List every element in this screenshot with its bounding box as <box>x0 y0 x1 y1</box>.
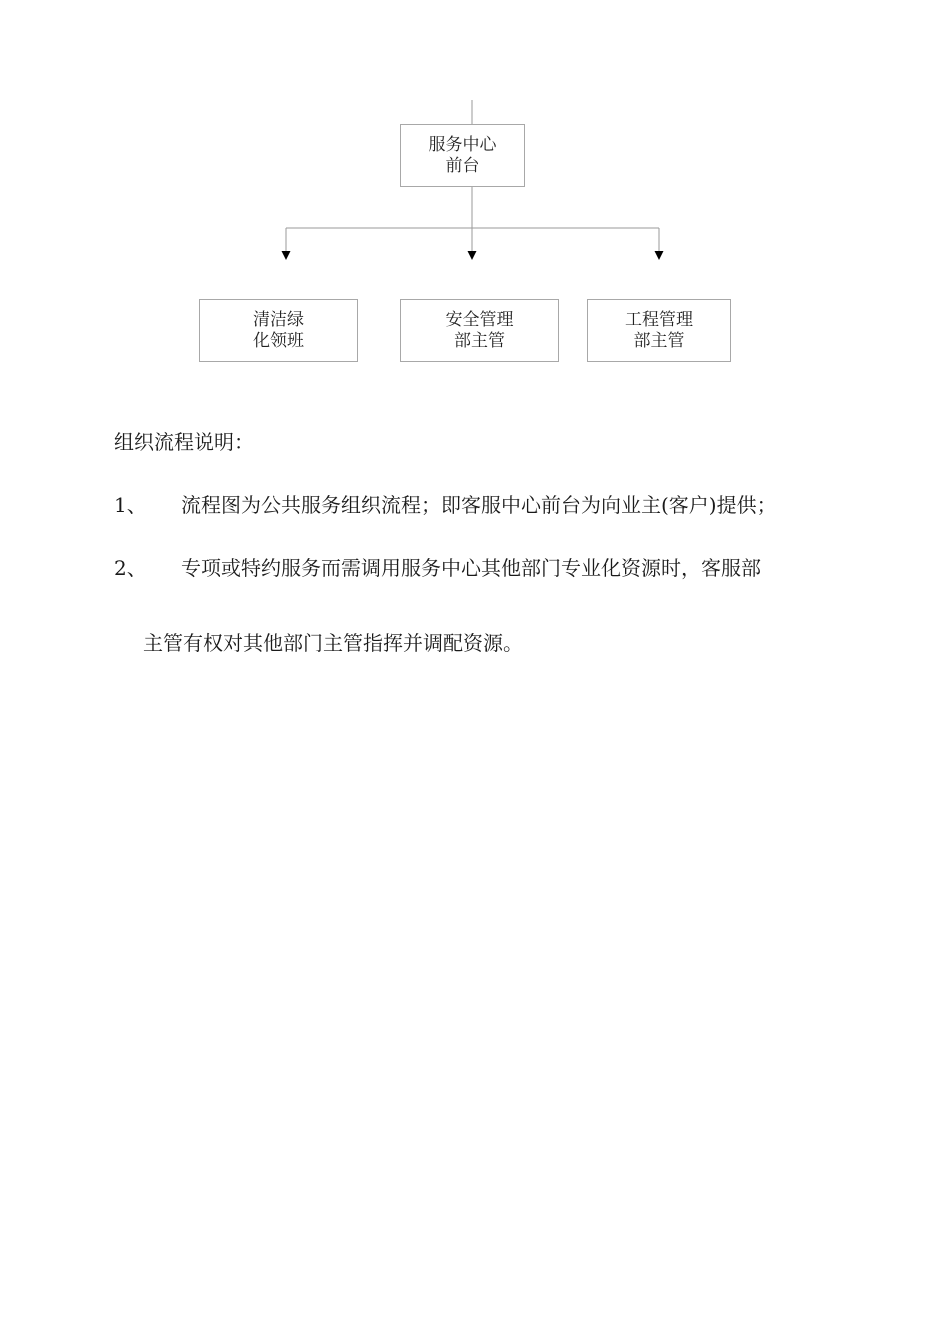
node-label-line1: 清洁绿 <box>253 309 304 330</box>
node-security-dept-supervisor <box>400 299 559 362</box>
node-label-line1: 服务中心 <box>428 134 497 155</box>
item-1-text: 流程图为公共服务组织流程；即客服中心前台为向业主(客户)提供； <box>181 493 777 517</box>
node-cleaning-greening-leader <box>199 299 358 362</box>
node-label-line2: 化领班 <box>253 330 304 351</box>
node-label-line2: 部主管 <box>633 330 685 351</box>
arrow-down-center-icon <box>468 251 477 260</box>
arrow-down-right-icon <box>655 251 664 260</box>
node-service-center-front-desk <box>400 124 525 187</box>
node-label-line1: 工程管理 <box>625 309 693 330</box>
node-label-line1: 安全管理 <box>445 309 514 330</box>
description-heading: 组织流程说明： <box>114 430 254 454</box>
node-label-line2: 部主管 <box>454 330 505 351</box>
item-2-continuation: 主管有权对其他部门主管指挥并调配资源。 <box>143 631 523 655</box>
item-2-number: 2、 <box>114 556 147 580</box>
item-1-number: 1、 <box>114 493 147 517</box>
item-2-text: 专项或特约服务而需调用服务中心其他部门专业化资源时，客服部 <box>181 556 761 580</box>
arrow-down-left-icon <box>282 251 291 260</box>
node-engineering-dept-supervisor <box>587 299 731 362</box>
node-label-line2: 前台 <box>445 155 480 176</box>
